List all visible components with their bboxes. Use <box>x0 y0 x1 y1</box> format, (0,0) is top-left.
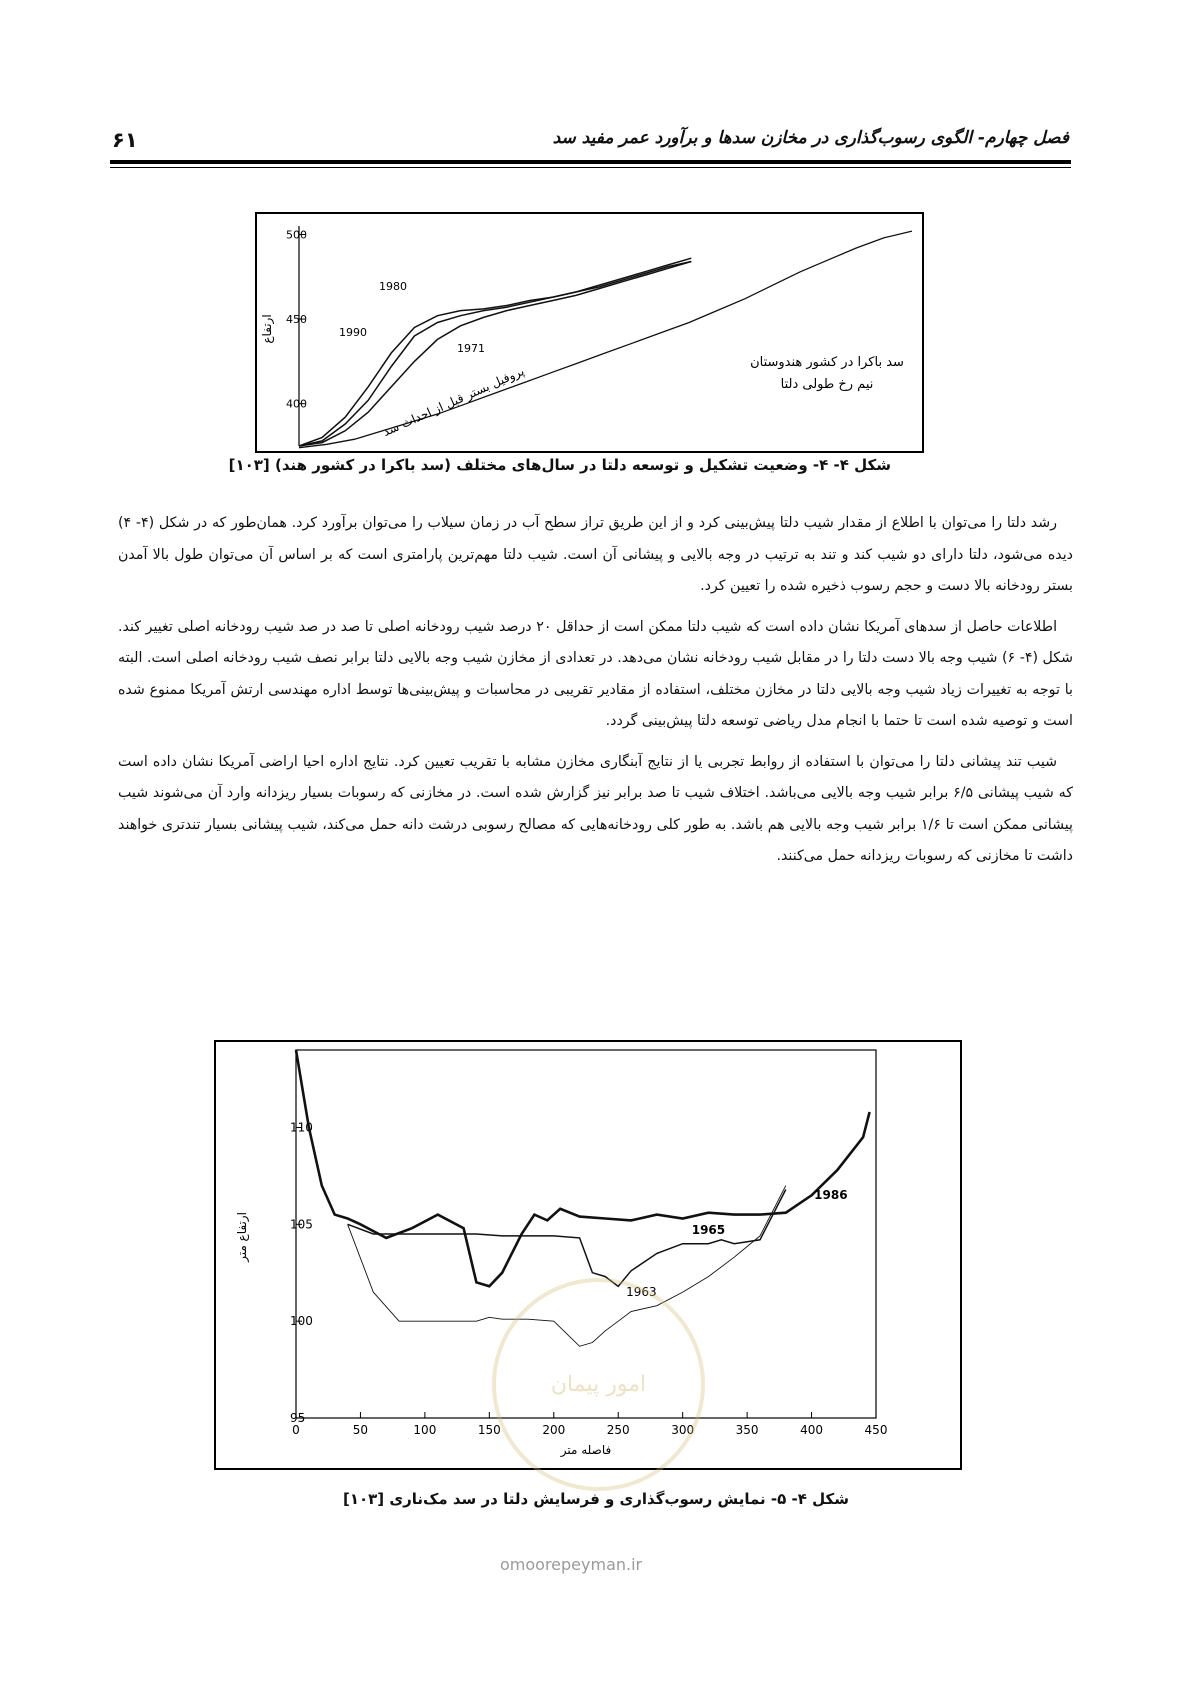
figure1-chart <box>257 214 922 451</box>
x-tick-label: 200 <box>542 1423 566 1437</box>
y-tick-label: 450 <box>286 313 307 327</box>
header-rule <box>110 160 1071 164</box>
paragraph-3: شیب تند پیشانی دلتا را می‌توان با استفاده از روابط تجربی یا از نتایج آبنگاری مخازن مشابه با تقریب تعیین کرد. نتایج اداره احیا اراضی آمریکا نشان داده است که شیب پیشانی ۶/۵ برابر شیب وجه بالایی می‌باشد. اختلاف شیب تا صد برابر نیز گزارش شده است. در مخازنی که رسوبات بسیار ریزدانه وارد آن می‌شوند شیب پیشانی ممکن است تا ۱/۶ برابر شیب وجه بالایی هم باشد. به طور کلی رودخانه‌هایی که مصالح رسوبی درشت دانه حمل می‌کند، شیب پیشانی بسیار تندتری خواهند داشت تا مخازنی که رسوبات ریزدانه حمل می‌کنند. <box>118 753 1073 864</box>
chapter-title: فصل چهارم- الگوی رسوب‌گذاری در مخازن سدها و برآورد عمر مفید سد <box>552 128 1069 148</box>
figure1-caption: شکل ۴- ۴- وضعیت تشکیل و توسعه دلتا در سال‌های مختلف (سد باکرا در کشور هند) [۱۰۳] <box>228 456 891 474</box>
series-1980-line <box>299 258 691 446</box>
watermark-site: omoorepeyman.ir <box>500 1555 643 1574</box>
figure1-note-line1: سد باکرا در کشور هندوستان <box>750 355 904 370</box>
figure2-caption: شکل ۴- ۵- نمایش رسوب‌گذاری و فرسایش دلتا در سد مک‌ناری [۱۰۳] <box>342 1490 849 1508</box>
paragraph-1: رشد دلتا را می‌توان با اطلاع از مقدار شیب دلتا پیش‌بینی کرد و از این طریق تراز سطح آب در زمان سیلاب را می‌توان برآورد کرد. همان‌طور که در شکل (۴- ۴) دیده می‌شود، دلتا دارای دو شیب کند و تند به ترتیب در وجه بالایی و پیشانی آن است. شیب دلتا مهم‌ترین پارامتری است که بر اساس آن می‌توان طول بالا آمدن بستر رودخانه بالا دست و حجم رسوب ذخیره شده را تعیین کرد. <box>118 515 1073 594</box>
series-1986-line <box>296 1050 870 1286</box>
x-axis-label: فاصله متر <box>560 1443 612 1457</box>
x-tick-label: 350 <box>735 1423 759 1437</box>
figure-bhakra-delta <box>255 212 924 453</box>
paragraph-2: اطلاعات حاصل از سدهای آمریکا نشان داده است که شیب دلتا ممکن است از حداقل ۲۰ درصد شیب رودخانه اصلی تا صد در صد شیب رودخانه اصلی تغییر کند. شکل (۴- ۶) شیب وجه بالا دست دلتا را در مقابل شیب رودخانه نشان می‌دهد. در تعدادی از مخازن شیب وجه بالایی دلتا برابر نصف شیب رودخانه اصلی است. البته با توجه به تغییرات زیاد شیب وجه بالایی دلتا در مخازن مختلف، استفاده از مقادیر تقریبی در محاسبات و پیش‌بینی‌ها توسط اداره مهندسی ارتش آمریکا ممنوع شده است و توصیه شده است تا حتما با انجام مدل ریاضی توسعه دلتا پیش‌بینی گردد. <box>118 618 1073 729</box>
series-1963-line <box>348 1186 786 1347</box>
figure2-chart <box>216 1042 960 1468</box>
series-label-1986: 1986 <box>814 1188 848 1203</box>
profile-label: پروفیل بستر قبل از احداث سد <box>380 363 527 440</box>
y-axis-label: ارتفاع <box>260 314 274 344</box>
header-rule-thin <box>110 167 1071 168</box>
series-1965-line <box>348 1190 786 1287</box>
y-tick-label: 100 <box>290 1314 313 1329</box>
y-tick-label: 400 <box>286 397 307 411</box>
x-tick-label: 50 <box>352 1423 369 1437</box>
label-1980: 1980 <box>379 280 407 293</box>
y-axis-label: ارتفاع متر <box>235 1212 249 1262</box>
x-tick-label: 400 <box>800 1423 824 1437</box>
figure-mcnary-delta <box>214 1040 962 1470</box>
page-number: ۶۱ <box>112 128 138 152</box>
label-1971: 1971 <box>457 342 485 355</box>
x-tick-label: 100 <box>413 1423 437 1437</box>
label-1990: 1990 <box>339 326 367 339</box>
series-1990-line <box>299 262 691 447</box>
series-1971-line <box>299 262 691 447</box>
figure1-note-line2: نیم رخ طولی دلتا <box>780 377 874 392</box>
series-label-1963: 1963 <box>626 1284 657 1299</box>
body-text <box>118 508 1073 882</box>
watermark-seal: امور پیمان <box>492 1278 705 1491</box>
x-tick-label: 0 <box>292 1423 300 1437</box>
y-tick-label: 500 <box>286 228 307 242</box>
x-tick-label: 150 <box>477 1423 501 1437</box>
y-tick-label: 105 <box>290 1217 313 1232</box>
x-tick-label: 250 <box>606 1423 630 1437</box>
x-tick-label: 450 <box>864 1423 888 1437</box>
series-label-1965: 1965 <box>691 1223 726 1237</box>
x-tick-label: 300 <box>671 1423 695 1437</box>
y-tick-label: 95 <box>290 1411 306 1425</box>
series-original-bed-line <box>299 231 912 448</box>
y-tick-label: 110 <box>290 1120 313 1135</box>
